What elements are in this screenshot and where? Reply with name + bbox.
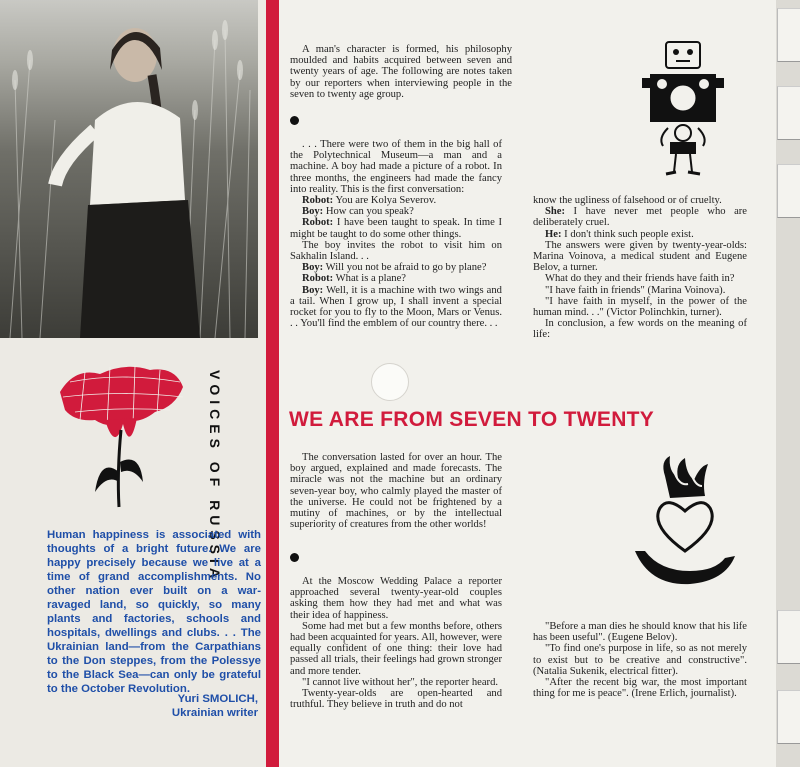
part2-paragraph: At the Moscow Wedding Palace a reporter approached several twenty-year-old couples asking them how they had met and what was their idea of happiness. [290,576,502,621]
quote-text: Human happiness is associated with thoughts of a bright future. We are happy precisely because we live at a time of grand accomplishments. No other nation ever built on a war-ravaged land, so quickly, so many plants and factories, schools and hospitals, dwellings and clubs. . . The Ukrainian land—from the Carpathians to the Don steppes, from the Polessye to the Black Sea—can only be grateful to the October Revolution. [47,529,261,695]
part2-paragraph: Some had met but a few months before, others had been acquainted for years. All, however, were equally confident of one thing: their love had passed all trials, their feelings had grown stronger and more tender. [290,620,502,677]
dialogue-line: Robot: What is a plane? [302,273,406,285]
part2-paragraph: "I cannot live without her", the reporter heard. [302,676,499,688]
life-quote: "After the recent big war, the most important thing for me is peace". (Irene Erlich, journalist). [533,677,747,700]
heart-in-hands-illustration [630,456,740,586]
article-title: WE ARE FROM SEVEN TO TWENTY [289,408,655,431]
part1-end-text: The conversation lasted for over an hour. The boy argued, explained and made forecasts. The miracle was not the machine but an ordinary seven-year boy, who calmly played the master of the universe. He could not be frightened by a mutiny of machines, or by the intellectual superiority of creatures from the other worlds! [290,452,502,531]
meaning-of-life-column [533,621,747,699]
col2-line: He: I don't think such people exist. [545,228,694,240]
dialogue-line: Robot: You are Kolya Severov. [302,195,437,207]
author-name: Yuri SMOLICH, [177,693,258,705]
dialogue-line: The boy invites the robot to visit him on Sakhalin Island. . . [290,239,502,263]
carnation-map-emblem [55,362,185,512]
dialogue-speaker: Robot: [302,273,334,285]
girl-in-wheat-photo [0,0,258,338]
col2-line: She: I have never met people who are deliberately cruel. [533,206,747,229]
index-tab[interactable] [777,164,800,218]
dialogue-line: Boy: Well, it is a machine with two wings and a tail. When I grow up, I shall invent a special rocket for you to fly to the Moon, Mars or Venus. . . You'll find the emblem of our country there. . . [290,284,502,330]
index-tab[interactable] [777,610,800,664]
dialogue-speaker: Boy: [302,284,324,296]
series-title: VOICES OF RUSSIA [207,370,223,584]
dialogue-speaker: Robot: [302,217,334,229]
col2-line: "I have faith in myself, in the power of the human mind. . ." (Victor Polinchkin, turner). [533,295,747,319]
index-tab[interactable] [777,690,800,744]
dialogue-speaker: Boy: [302,206,324,218]
life-quote: "To find one's purpose in life, so as not merely to exist but to be creative and constructive". (Natalia Sukenik, electrical fitter). [533,643,747,677]
dialogue-speaker: Robot: [302,195,334,207]
author-role: Ukrainian writer [171,707,258,719]
robot-illustration [638,38,728,180]
dialogue-line: Boy: Will you not be afraid to go by plane? [302,262,487,274]
voices-of-russia-label [193,370,223,584]
col2-line: know the ugliness of falsehood or of cruelty. [533,195,722,206]
faith-column [533,195,747,341]
intro-paragraph [290,44,512,100]
section-bullet [290,116,299,125]
part2-paragraph: Twenty-year-olds are open-hearted and truthful. They believe in truth and do not [290,688,502,711]
robot-dialogue-column [290,139,502,329]
conversation-end-paragraph [290,452,502,530]
left-page [0,0,266,767]
life-quote: "Before a man dies he should know that his life has been useful". (Eugene Belov). [533,621,747,644]
col2-line: The answers were given by twenty-year-olds: Marina Voinova, a medical student and Eugene Belov, a turner. [533,239,747,274]
section-bullet [290,553,299,562]
dialogue-speaker: Boy: [302,262,324,274]
index-tab[interactable] [777,8,800,62]
binding-hole [371,363,409,401]
intro-text: A man's character is formed, his philosophy moulded and habits acquired between seven and twenty years of age. The following are notes taken by our reporters when interviewing people in the seven to twenty age group. [290,44,512,100]
index-tab[interactable] [777,86,800,140]
page-index-tabs [776,0,800,767]
part1-paragraph: . . . There were two of them in the big hall of the Polytechnical Museum—a man and a machine. A boy had made a picture of a robot. In three months, the engineers had made the fancy into reality. This is the first conversation: [290,139,502,195]
dialogue-line: Boy: How can you speak? [302,206,414,218]
red-divider-bar [266,0,279,767]
col2-line: In conclusion, a few words on the meaning of life: [533,318,747,341]
wedding-column [290,576,502,710]
col2-line: "I have faith in friends" (Marina Voinova). [545,284,726,296]
col2-line: What do they and their friends have faith in? [545,273,735,285]
dialogue-line: Robot: I have been taught to speak. In time I might be taught to do some other things. [290,217,502,240]
